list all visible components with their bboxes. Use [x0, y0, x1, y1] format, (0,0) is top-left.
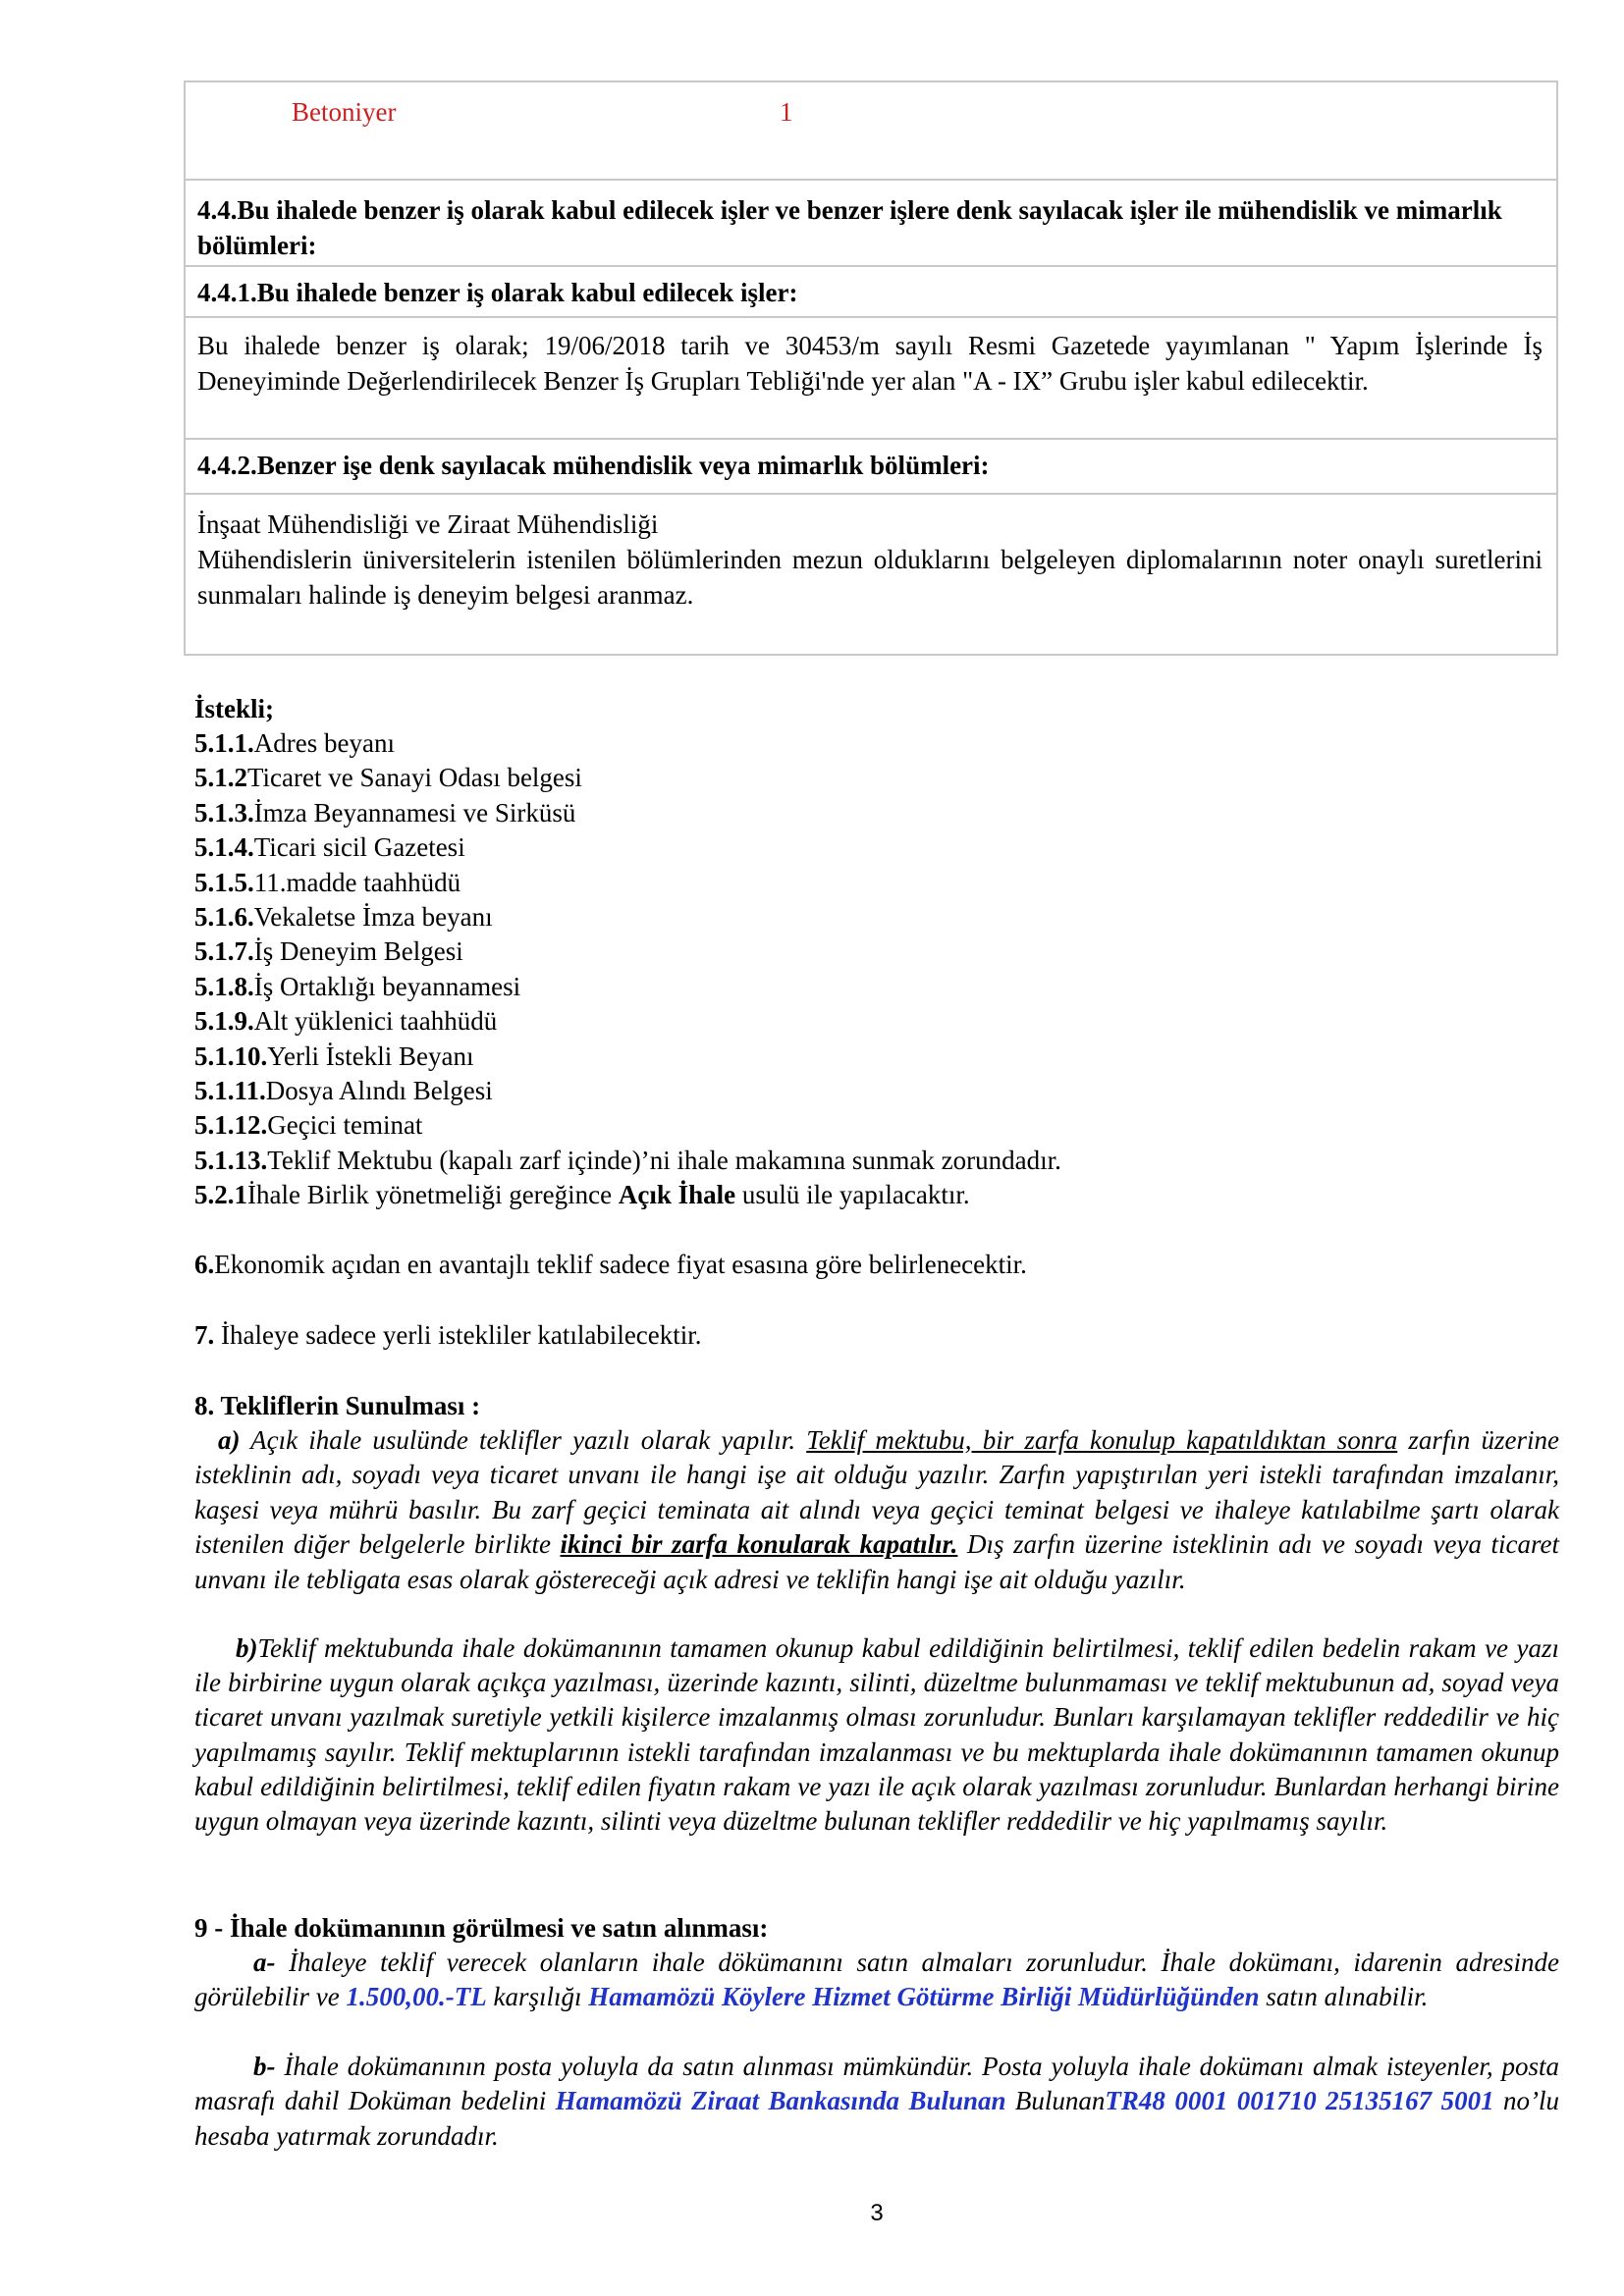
section-4-4-2-heading: 4.4.2.Benzer işe denk sayılacak mühendislik veya mimarlık bölümleri: [197, 451, 990, 480]
istekli-list [194, 726, 1061, 1213]
list-item: 5.1.8.İş Ortaklığı beyannamesi [194, 971, 521, 1001]
list-item: 5.1.10.Yerli İstekli Beyanı [194, 1041, 474, 1071]
section-4-4-heading-row [186, 181, 1556, 267]
section-4-4-1-heading-row [186, 267, 1556, 318]
list-item: 5.1.1.Adres beyanı [194, 728, 395, 758]
section-4-4-heading: 4.4.Bu ihalede benzer iş olarak kabul edilecek işler ve benzer işlere denk sayılacak işler ile mühendislik ve mimarlık bölümleri: [197, 195, 1502, 260]
equipment-name: Betoniyer [292, 97, 397, 127]
section-6: 6.Ekonomik açıdan en avantajlı teklif sadece fiyat esasına göre belirlenecektir. [194, 1250, 1027, 1279]
departments-line: İnşaat Mühendisliği ve Ziraat Mühendisliği [197, 509, 659, 539]
section-9-heading: 9 - İhale dokümanının görülmesi ve satın alınması: [194, 1913, 769, 1943]
requirements-table [184, 80, 1558, 656]
section-8-heading: 8. Tekliflerin Sunulması : [194, 1391, 481, 1420]
section-4-4-2-heading-row [186, 440, 1556, 495]
istekli-heading: İstekli; [194, 694, 274, 723]
list-item-5-2-1: 5.2.1İhale Birlik yönetmeliği gereğince Açık İhale usulü ile yapılacaktır. [194, 1180, 970, 1210]
list-item: 5.1.6.Vekaletse İmza beyanı [194, 902, 493, 933]
section-4-4-1-heading: 4.4.1.Bu ihalede benzer iş olarak kabul edilecek işler: [197, 278, 798, 307]
list-item: 5.1.5.11.madde taahhüdü [194, 867, 461, 897]
list-item: 5.1.3.İmza Beyannamesi ve Sirküsü [194, 797, 576, 828]
list-item: 5.1.4.Ticari sicil Gazetesi [194, 832, 465, 863]
page-number: 3 [870, 2200, 884, 2226]
list-item: 5.1.12.Geçici teminat [194, 1110, 423, 1141]
list-item: 5.1.7.İş Deneyim Belgesi [194, 936, 463, 967]
section-8-paragraph-a: a) Açık ihale usulünde teklifler yazılı olarak yapılır. Teklif mektubu, bir zarfa konulup kapatıldıktan sonra zarfın üzerine isteklinin adı, soyadı veya ticaret unvanı ile hangi işe ait olduğu yazılır. Zarfın yapıştırılan yeri istekli tarafından imzalanır, kaşesi veya mührü basılır. Bu zarf geçici teminata ait alındı veya geçici teminat belgesi ve ihaleye katılabilme şartı olarak istenilen diğer belgelerle birlikte ikinci bir zarfa konularak kapatılır. Dış zarfın üzerine isteklinin adı ve soyadı veya ticaret unvanı ile tebligata esas olarak göstereceği açık adresi ve teklifin hangi işe ait olduğu yazılır. [194, 1425, 1559, 1594]
section-4-4-2-body [197, 507, 1543, 613]
section-8-paragraph-b: b)Teklif mektubunda ihale dokümanının tamamen okunup kabul edildiğinin belirtilmesi, teklif edilen bedelin rakam ve yazı ile birbirine uygun olarak açıkça yazılması, üzerinde kazıntı, silinti, düzeltme bulunmaması ve teklif mektubunun ad, soyad veya ticaret unvanı yazılmak suretiyle yetkili kişilerce imzalanmış olması zorunludur. Bunları karşılamayan teklifler reddedilir ve hiç yapılmamış sayılır. Teklif mektuplarının istekli tarafından imzalanması ve bu mektuplarda ihale dokümanının tamamen okunup kabul edildiğinin belirtilmesi, teklif edilen fiyatın rakam ve yazı ile açık olarak yazılması zorunludur. Bunlardan herhangi birine uygun olmayan veya üzerinde kazıntı, silinti veya düzeltme bulunan teklifler reddedilir ve hiç yapılmamış sayılır. [194, 1633, 1559, 1837]
section-9-paragraph-b: b- İhale dokümanının posta yoluyla da satın alınması mümkündür. Posta yoluyla ihale dokümanı almak isteyenler, posta masrafı dahil Doküman bedelini Hamamözü Ziraat Bankasında Bulunan BulunanTR48 0001 001710 25135167 5001 no’lu hesaba yatırmak zorundadır. [194, 2052, 1559, 2151]
section-4-4-1-body-row [186, 318, 1556, 440]
equipment-row [186, 82, 1556, 181]
diploma-note: Mühendislerin üniversitelerin istenilen bölümlerinden mezun olduklarını belgeleyen diplomalarının noter onaylı suretlerini sunmaları halinde iş deneyim belgesi aranmaz. [197, 545, 1543, 610]
section-4-4-1-body: Bu ihalede benzer iş olarak; 19/06/2018 tarih ve 30453/m sayılı Resmi Gazetede yayımlanan " Yapım İşlerinde İş Deneyiminde Değerlendirilecek Benzer İş Grupları Tebliği'nde yer alan "A - IX” Grubu işler kabul edilecektir. [197, 331, 1543, 396]
section-7: 7. İhaleye sadece yerli istekliler katılabilecektir. [194, 1320, 702, 1350]
list-item: 5.1.2Ticaret ve Sanayi Odası belgesi [194, 763, 582, 793]
section-4-4-2-body-row [186, 495, 1556, 654]
list-item: 5.1.9.Alt yüklenici taahhüdü [194, 1006, 498, 1037]
equipment-quantity: 1 [780, 97, 793, 127]
section-9-paragraph-a: a- İhaleye teklif verecek olanların ihale dökümanını satın almaları zorunludur. İhale dokümanı, idarenin adresinde görülebilir ve 1.500,00.-TL karşılığı Hamamözü Köylere Hizmet Götürme Birliği Müdürlüğünden satın alınabilir. [194, 1948, 1559, 2012]
list-item: 5.1.11.Dosya Alındı Belgesi [194, 1076, 493, 1106]
list-item: 5.1.13.Teklif Mektubu (kapalı zarf içinde)’ni ihale makamına sunmak zorundadır. [194, 1145, 1061, 1175]
